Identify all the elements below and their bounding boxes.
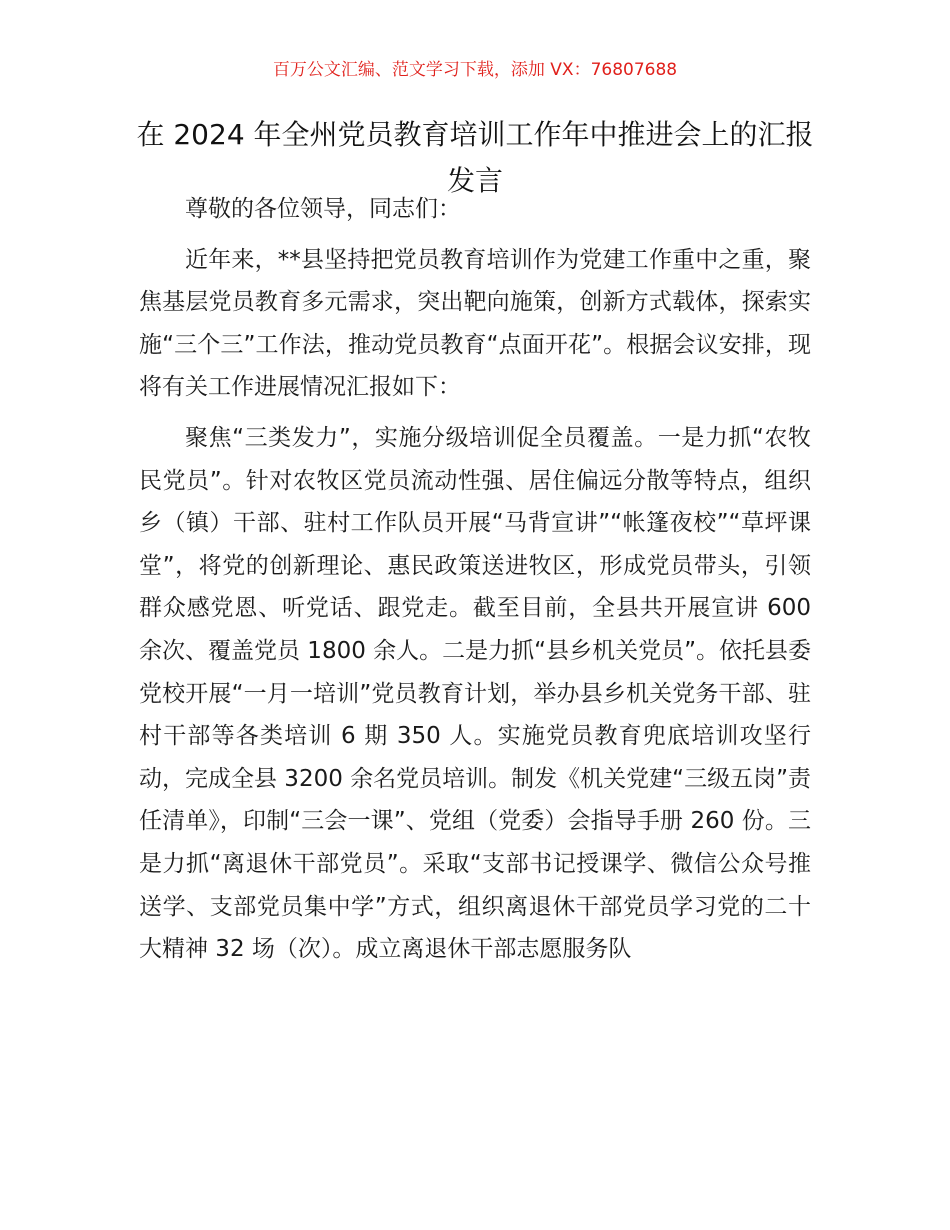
document-title: 在 2024 年全州党员教育培训工作年中推进会上的汇报发言 [136, 118, 814, 197]
document-body [139, 188, 811, 971]
salutation: 尊敬的各位领导，同志们： [185, 196, 461, 222]
body-paragraph: 近年来，**县坚持把党员教育培训作为党建工作重中之重，聚焦基层党员教育多元需求，突出靶向施策，创新方式载体，探索实施“三个三”工作法，推动党员教育“点面开花”。根据会议安排，现将有关工作进展情况汇报如下： [139, 246, 811, 401]
watermark-header: 百万公文汇编、范文学习下载，添加 VX：76807688 [272, 60, 678, 80]
body-paragraph: 聚焦“三类发力”，实施分级培训促全员覆盖。一是力抓“农牧民党员”。针对农牧区党员流动性强、居住偏远分散等特点，组织乡（镇）干部、驻村工作队员开展“马背宣讲”“帐篷夜校”“草坪课堂”，将党的创新理论、惠民政策送进牧区，形成党员带头，引领群众感党恩、听党话、跟党走。截至目前，全县共开展宣讲 600 余次、覆盖党员 1800 余人。二是力抓“县乡机关党员”。依托县委党校开展“一月一培训”党员教育计划，举办县乡机关党务干部、驻村干部等各类培训 6 期 350 人。实施党员教育兜底培训攻坚行动，完成全县 3200 余名党员培训。制发《机关党建“三级五岗”责任清单》，印制“三会一课”、党组（党委）会指导手册 260 份。三是力抓“离退休干部党员”。采取“支部书记授课学、微信公众号推送学、支部党员集中学”方式，组织离退休干部党员学习党的二十大精神 32 场（次）。成立离退休干部志愿服务队 [139, 424, 811, 963]
